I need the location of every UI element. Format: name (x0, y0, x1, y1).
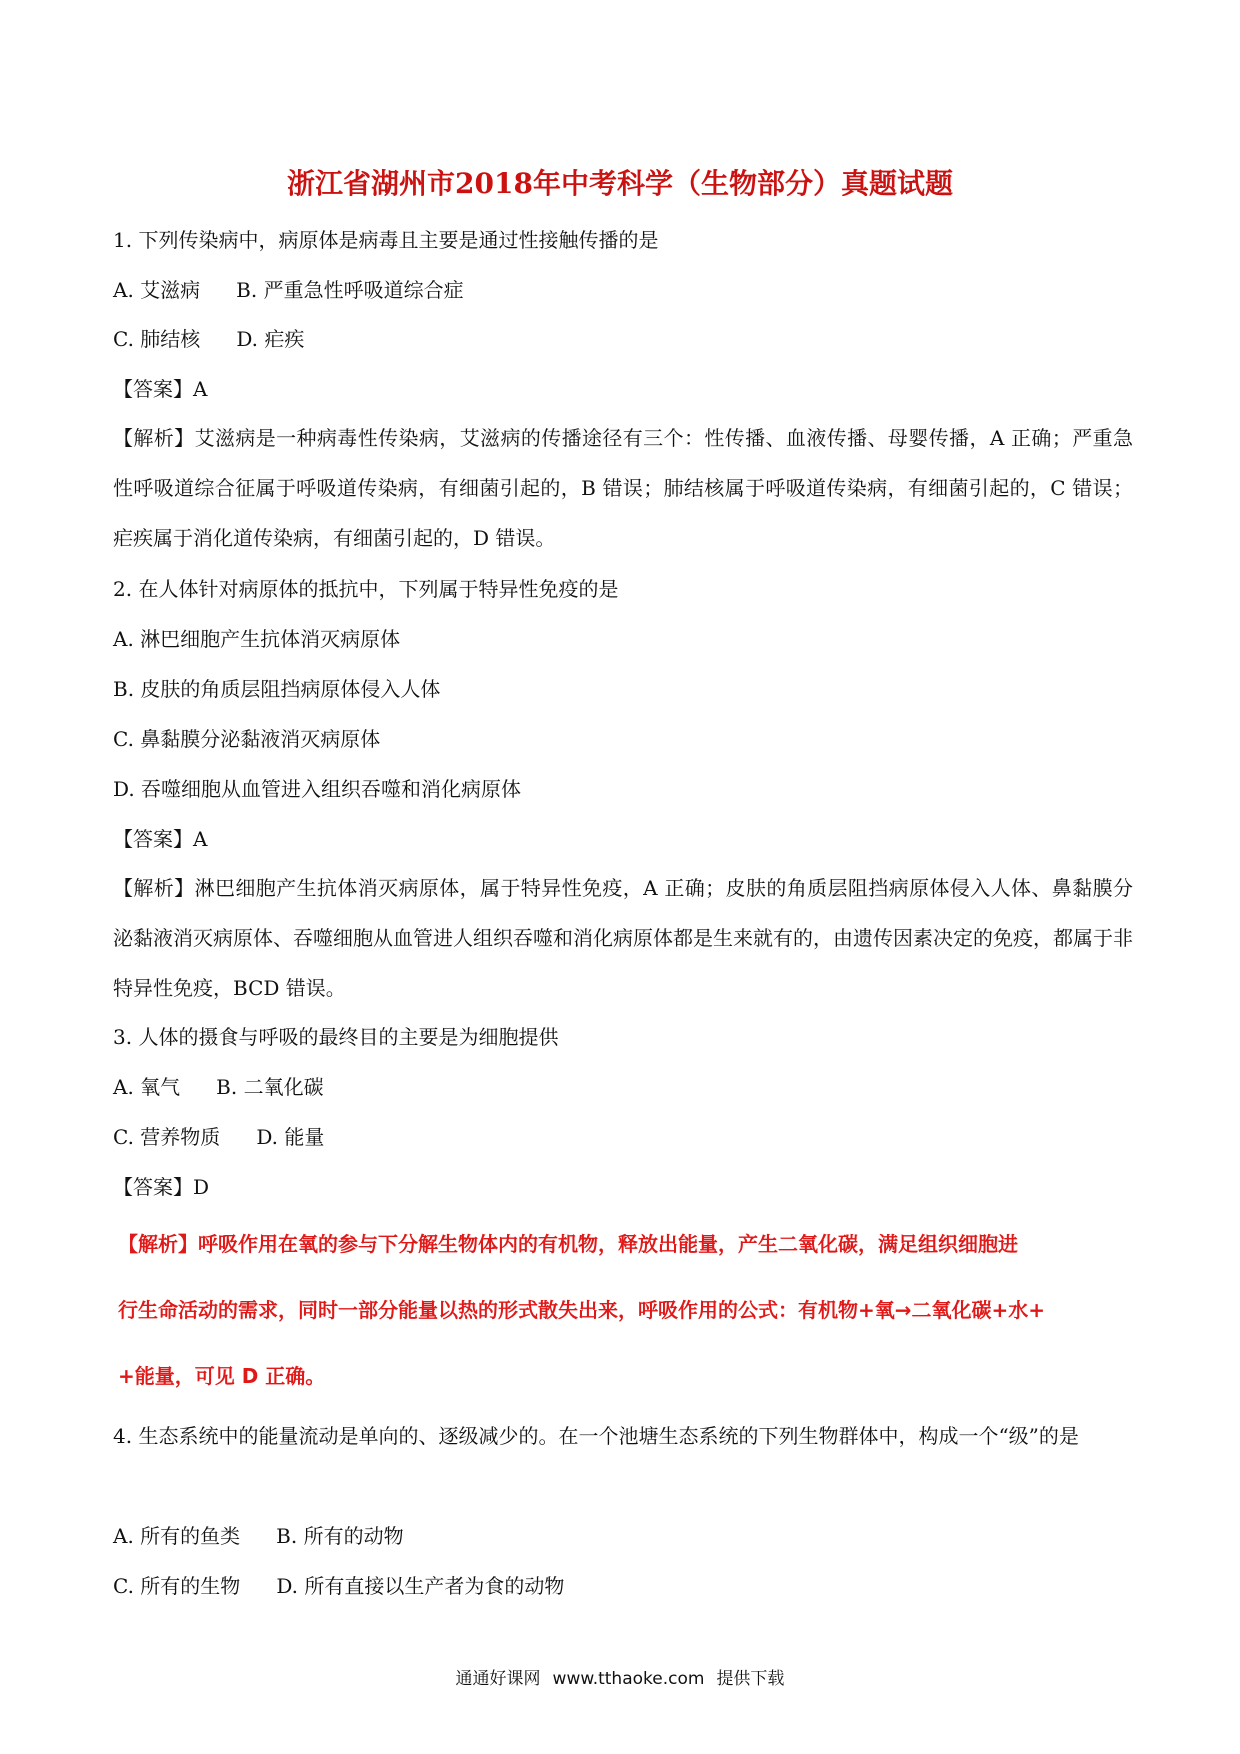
question-1-answer: 【答案】A (113, 377, 208, 401)
question-4-options-row-2 (113, 1573, 564, 1599)
question-1-options-row-1 (113, 277, 464, 303)
q1-option-a: A. 艾滋病 (113, 278, 201, 302)
question-2-analysis: 【解析】淋巴细胞产生抗体消灭病原体，属于特异性免疫，A 正确；皮肤的角质层阻挡病原体侵入人体、鼻黏膜分泌黏液消灭病原体、吞噬细胞从血管进人组织吞噬和消化病原体都是生来就有的，由遗传因素决定的免疫，都属于非特异性免疫，BCD 错误。 (113, 876, 1133, 1000)
q3-option-b: B. 二氧化碳 (216, 1075, 324, 1099)
q3-option-a: A. 氧气 (113, 1075, 181, 1099)
question-3-stem: 3. 人体的摄食与呼吸的最终目的主要是为细胞提供 (113, 1025, 559, 1049)
question-3-options-row-1 (113, 1074, 324, 1100)
question-4-stem: 4. 生态系统中的能量流动是单向的、逐级减少的。在一个池塘生态系统的下列生物群体中，构成一个“级”的是 (113, 1424, 1079, 1448)
question-2-answer: 【答案】A (113, 827, 208, 851)
q4-option-a: A. 所有的鱼类 (113, 1524, 241, 1548)
q2-option-d: D. 吞噬细胞从血管进入组织吞噬和消化病原体 (113, 777, 522, 801)
q1-option-b: B. 严重急性呼吸道综合症 (236, 278, 464, 302)
q4-option-d: D. 所有直接以生产者为食的动物 (276, 1574, 565, 1598)
page-footer (0, 1664, 1240, 1689)
footer-note: 提供下载 (716, 1669, 785, 1689)
q4-option-b: B. 所有的动物 (276, 1524, 404, 1548)
q2-option-a: A. 淋巴细胞产生抗体消灭病原体 (113, 627, 401, 651)
page-title: 浙江省湖州市2018年中考科学（生物部分）真题试题 (287, 167, 953, 200)
question-1-options-row-2 (113, 326, 304, 352)
question-3-options-row-2 (113, 1124, 324, 1150)
q4-option-c: C. 所有的生物 (113, 1574, 241, 1598)
q2-option-c: C. 鼻黏膜分泌黏液消灭病原体 (113, 727, 381, 751)
question-3-analysis-line-3: +能量，可见 D 正确。 (118, 1364, 326, 1388)
footer-url[interactable]: www.tthaoke.com (552, 1669, 705, 1689)
question-3-answer: 【答案】D (113, 1175, 210, 1199)
q1-option-d: D. 疟疾 (236, 327, 305, 351)
question-4-options-row-1 (113, 1523, 404, 1549)
footer-site-name: 通通好课网 (455, 1669, 541, 1689)
q1-option-c: C. 肺结核 (113, 327, 201, 351)
question-3-analysis-line-1: 【解析】呼吸作用在氧的参与下分解生物体内的有机物，释放出能量，产生二氧化碳，满足组织细胞进 (118, 1232, 1018, 1256)
question-3-analysis-line-2: 行生命活动的需求，同时一部分能量以热的形式散失出来，呼吸作用的公式：有机物+氧→二氧化碳+水+ (118, 1298, 1046, 1322)
q3-option-d: D. 能量 (256, 1125, 325, 1149)
q3-option-c: C. 营养物质 (113, 1125, 221, 1149)
q2-option-b: B. 皮肤的角质层阻挡病原体侵入人体 (113, 677, 441, 701)
question-1-analysis: 【解析】艾滋病是一种病毒性传染病，艾滋病的传播途径有三个：性传播、血液传播、母婴传播，A 正确；严重急性呼吸道综合征属于呼吸道传染病，有细菌引起的，B 错误；肺结核属于呼吸道传染病，有细菌引起的，C 错误；疟疾属于消化道传染病，有细菌引起的，D 错误。 (113, 426, 1133, 550)
question-2-stem: 2. 在人体针对病原体的抵抗中，下列属于特异性免疫的是 (113, 577, 619, 601)
question-1-stem: 1. 下列传染病中，病原体是病毒且主要是通过性接触传播的是 (113, 228, 659, 252)
